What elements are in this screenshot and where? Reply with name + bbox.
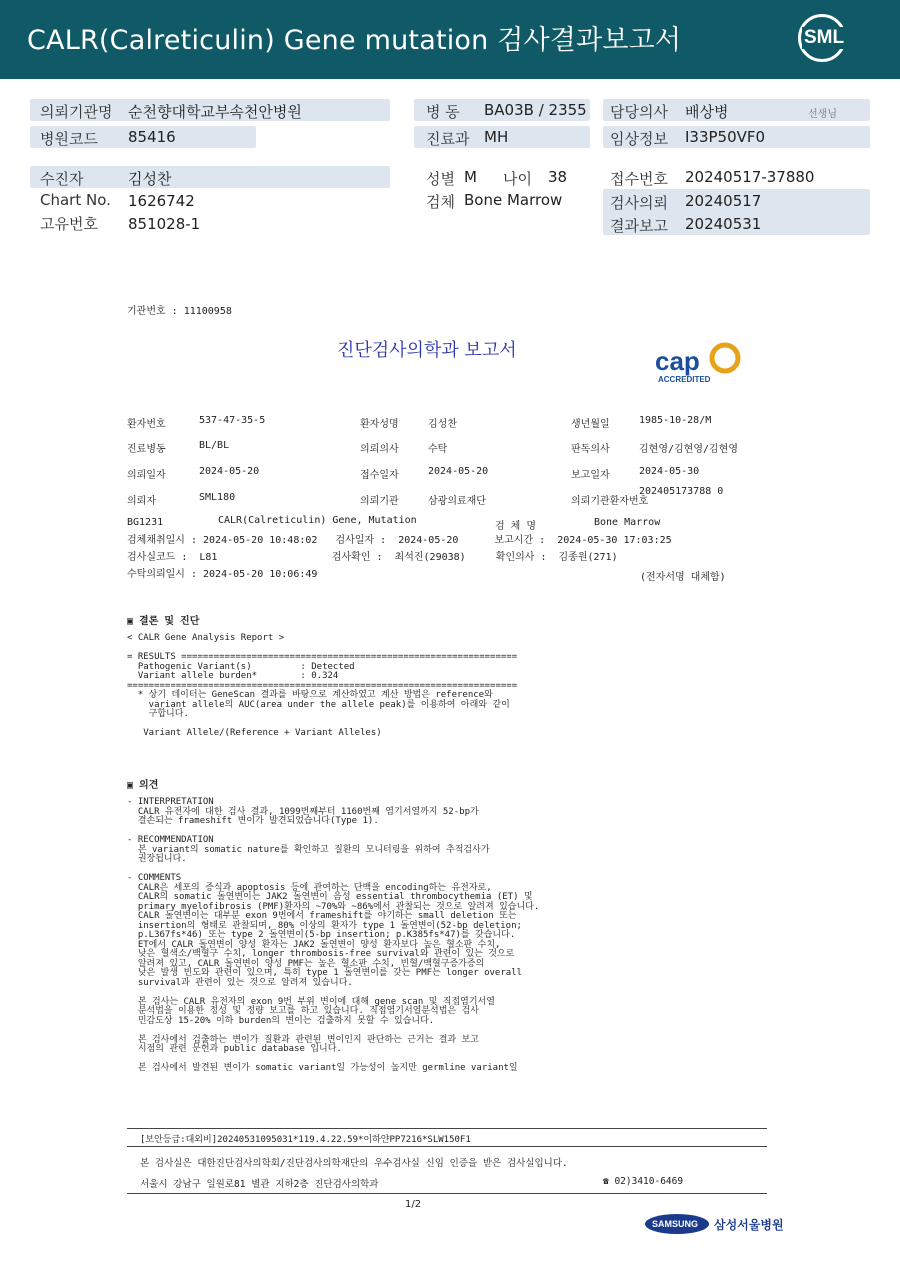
field-label: 의뢰일자 bbox=[127, 470, 166, 481]
field-label: 의뢰자 bbox=[127, 496, 156, 507]
hospital-name: 삼성서울병원 bbox=[714, 1218, 784, 1232]
hospital-code-value: 85416 bbox=[128, 128, 176, 146]
field-value: 2024-05-30 bbox=[639, 466, 700, 477]
field-label: 의뢰기관환자번호 bbox=[571, 496, 649, 507]
test-name: CALR(Calreticulin) Gene, Mutation bbox=[218, 515, 417, 526]
field-value: 1985-10-28/M bbox=[639, 415, 712, 426]
patient-value: 김성찬 bbox=[128, 170, 172, 188]
page-title: CALR(Calreticulin) Gene mutation 검사결과보고서 bbox=[27, 25, 682, 56]
svg-text:cap: cap bbox=[655, 346, 700, 376]
clinical-value: I33P50VF0 bbox=[685, 128, 766, 146]
page-number: 1/2 bbox=[405, 1199, 422, 1210]
field-value: 2024-05-20 bbox=[199, 466, 260, 477]
report-header bbox=[0, 0, 900, 79]
request-value: 20240517 bbox=[685, 192, 762, 210]
svg-text:ACCREDITED: ACCREDITED bbox=[658, 375, 711, 384]
esign-note: (전자서명 대체함) bbox=[640, 572, 726, 583]
field-label: 환자번호 bbox=[127, 419, 166, 430]
cap-accredited-logo bbox=[650, 340, 745, 385]
field-value: BL/BL bbox=[199, 440, 230, 451]
field-value: 김성찬 bbox=[428, 419, 457, 430]
results-block: < CALR Gene Analysis Report > = RESULTS ============================================================== Pathogenic Variant(s) : Detected Variant allele burden* : 0.324 ======================================================================== * 상기 데이터는 GeneScan 결과를 바탕으로 계산하였고 계산 방법은 reference와 variant allele의 AUC(area under the allele peak)를 이용하여 아래와 같이 구합니다. Variant Allele/(Reference + Variant Alleles) bbox=[127, 633, 518, 738]
collect-line: 검체채취일시 : 2024-05-20 10:48:02 검사일자 : 2024-05-20 보고시간 : 2024-05-30 17:03:25 bbox=[127, 535, 672, 546]
doctor-label: 담당의사 bbox=[610, 103, 668, 121]
age-label: 나이 bbox=[503, 170, 532, 188]
certification-text: 본 검사실은 대한진단검사의학회/진단검사의학재단의 우수검사실 신임 인증을 받은 검사실입니다. bbox=[140, 1158, 568, 1169]
receipt-value: 20240517-37880 bbox=[685, 168, 815, 186]
id-label: 고유번호 bbox=[40, 215, 98, 233]
field-label: 보고일자 bbox=[571, 470, 610, 481]
opinion-block: - INTERPRETATION CALR 유전자에 대한 검사 결과, 1099번째부터 1160번째 염기서열까지 52-bp가 결손되는 frameshift 변이가 발견되었습니다(Type 1). - RECOMMENDATION 본 variant의 somatic nature를 확인하고 질환의 모니터링을 위하여 추적검사가 권장됩니다. - COMMENTS CALR은 세포의 증식과 apoptosis 등에 관여하는 단백을 encoding하는 유전자로, CALR의 somatic 돌연변이는 JAK2 돌연변이 음성 essential thrombocythemia (ET) 및 primary myelofibrosis (PMF)환자의 ~70%와 ~86%에서 관찰되는 것으로 알려져 있습니다. CALR 돌연변이는 대부분 exon 9번에서 frameshift를 야기하는 small deletion 또는 insertion의 형태로 관찰되며, 80% 이상의 환자가 type 1 돌연변이(52-bp deletion; p.L367fs*46) 또는 type 2 돌연변이(5-bp insertion; p.K385fs*47)를 갖습니다. ET에서 CALR 돌연변이 양성 환자는 JAK2 돌연변이 양성 환자보다 높은 혈소판 수치, 낮은 혈색소/백혈구 수치, longer thrombosis-free survival와 관련이 있는 것으로 알려져 있고, CALR 돌연변이 양성 PMF는 높은 혈소판 수치, 빈혈/백혈구증가증의 낮은 발생 빈도와 관련이 있으며, 특히 type 1 돌연변이를 갖는 PMF는 longer overall survival과 관련이 있는 것으로 알려져 있습니다. 본 검사는 CALR 유전자의 exon 9번 부위 변이에 대해 gene scan 및 직접염기서열 분석법을 이용한 정성 및 정량 보고를 하고 있습니다. 직접염기서열분석법은 검사 민감도상 15-20% 이하 burden의 변이는 검출하지 못할 수 있습니다. 본 검사에서 검출하는 변이가 질환과 관련된 변이인지 판단하는 근거는 결과 보고 시점의 관련 문헌과 public database 입니다. 본 검사에서 발견된 변이가 somatic variant일 가능성이 높지만 germline variant일 bbox=[127, 797, 540, 1073]
sml-logo: SML bbox=[792, 12, 854, 64]
specimen-name-label: 검 체 명 bbox=[495, 521, 537, 532]
institution-value: 순천향대학교부속천안병원 bbox=[128, 103, 302, 121]
institution-number: 기관번호 : 11100958 bbox=[127, 306, 232, 317]
doctor-suffix: 선생님 bbox=[808, 109, 837, 120]
age-value: 38 bbox=[548, 168, 568, 186]
conclusion-heading: ▣ 결론 및 진단 bbox=[127, 616, 200, 627]
field-label: 환자성명 bbox=[360, 419, 399, 430]
report-title: 진단검사의학과 보고서 bbox=[337, 340, 517, 361]
samsung-logo: SAMSUNG bbox=[645, 1214, 709, 1234]
dept-label: 진료과 bbox=[426, 130, 470, 148]
ward-value: BA03B / 2355 bbox=[484, 101, 587, 119]
field-value: 김현영/김현영/김현영 bbox=[639, 444, 738, 455]
report-label: 결과보고 bbox=[610, 217, 668, 235]
specimen-label: 검체 bbox=[426, 193, 455, 211]
id-value: 851028-1 bbox=[128, 215, 201, 233]
test-code: BG1231 bbox=[127, 517, 164, 528]
hospital-code-label: 병원코드 bbox=[40, 130, 98, 148]
field-label: 판독의사 bbox=[571, 444, 610, 455]
specimen-name: Bone Marrow bbox=[594, 517, 661, 528]
report-value: 20240531 bbox=[685, 215, 762, 233]
patient-label: 수진자 bbox=[40, 170, 84, 188]
specimen-value: Bone Marrow bbox=[464, 191, 563, 209]
field-label: 진료병동 bbox=[127, 444, 166, 455]
field-value: 2024-05-20 bbox=[428, 466, 489, 477]
chart-value: 1626742 bbox=[128, 192, 195, 210]
request-label: 검사의뢰 bbox=[610, 194, 668, 212]
doctor-value: 배상병 bbox=[685, 103, 729, 121]
lab-address: 서울시 강남구 일원로81 별관 지하2층 진단검사의학과 bbox=[140, 1179, 379, 1190]
lab-phone: ☎ 02)3410-6469 bbox=[603, 1176, 684, 1187]
field-value: 삼광의료재단 bbox=[428, 496, 486, 507]
dept-value: MH bbox=[484, 128, 509, 146]
sex-label: 성별 bbox=[426, 170, 455, 188]
field-label: 의뢰기관 bbox=[360, 496, 399, 507]
order-line: 수탁의뢰일시 : 2024-05-20 10:06:49 bbox=[127, 569, 318, 580]
field-label: 의뢰의사 bbox=[360, 444, 399, 455]
field-label: 생년월일 bbox=[571, 419, 610, 430]
ward-label: 병 동 bbox=[426, 103, 460, 121]
institution-label: 의뢰기관명 bbox=[40, 103, 113, 121]
security-line: [보안등급:대외비]20240531095031*119.4.22.59*이하얀PP7216*SLW150F1 bbox=[140, 1135, 471, 1145]
chart-label: Chart No. bbox=[40, 191, 111, 209]
receipt-label: 접수번호 bbox=[610, 170, 668, 188]
room-line: 검사실코드 : L81 검사확인 : 최석진(29038) 확인의사 : 김종원(271) bbox=[127, 552, 618, 563]
field-value: 202405173788 0 bbox=[639, 486, 724, 497]
field-value: 537-47-35-5 bbox=[199, 415, 266, 426]
clinical-label: 임상정보 bbox=[610, 130, 668, 148]
sex-value: M bbox=[464, 168, 477, 186]
field-value: 수탁 bbox=[428, 444, 448, 455]
field-value: SML180 bbox=[199, 492, 236, 503]
field-label: 접수일자 bbox=[360, 470, 399, 481]
opinion-heading: ▣ 의견 bbox=[127, 780, 159, 791]
